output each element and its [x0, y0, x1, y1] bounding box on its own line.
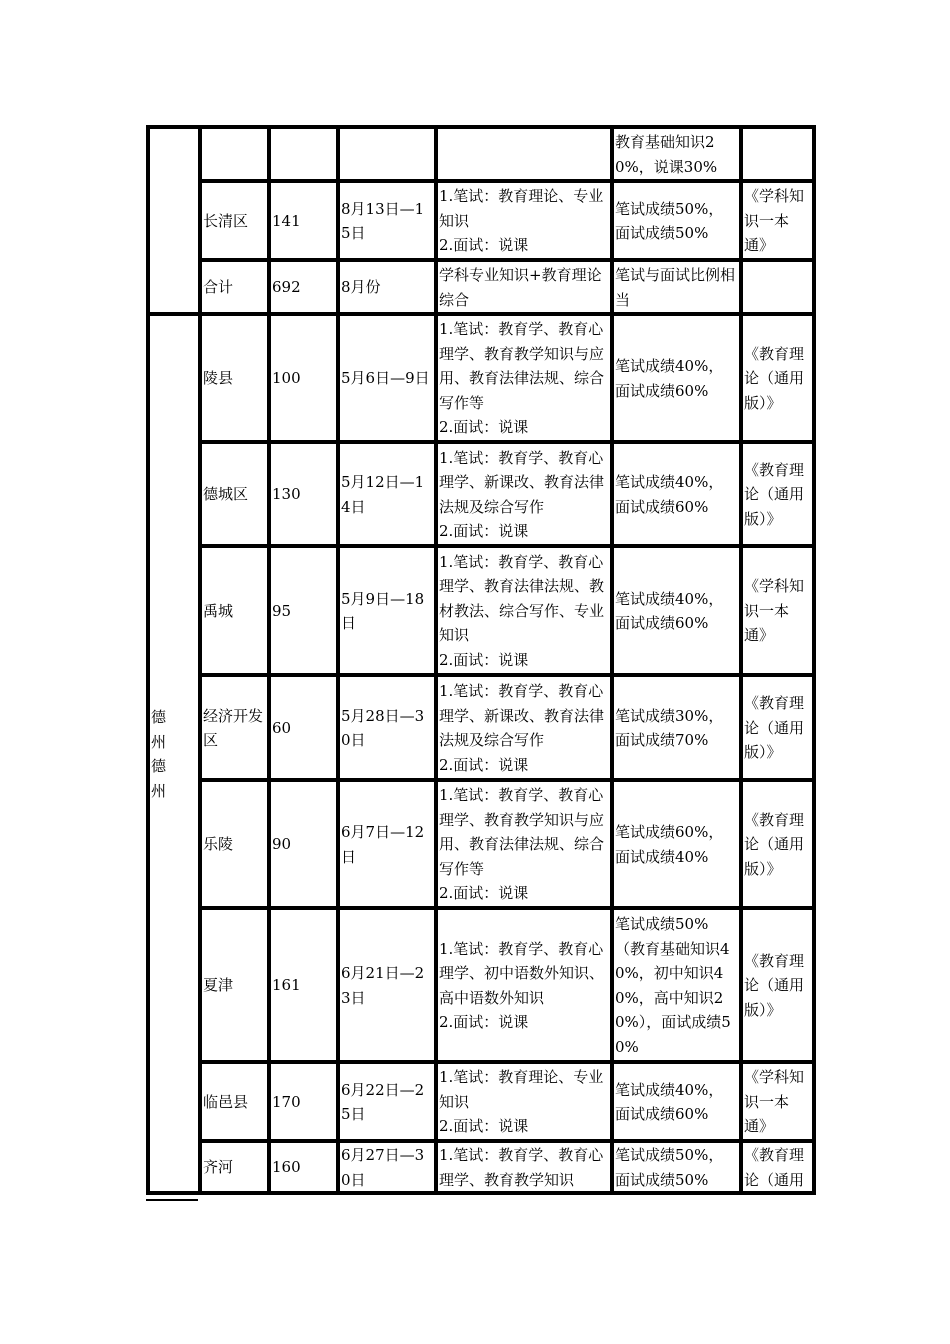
- count-cell: 160: [269, 1141, 338, 1193]
- table-row: [148, 260, 814, 314]
- count-cell: 90: [269, 780, 338, 908]
- score-ratio-cell: [612, 780, 741, 908]
- table-row: [148, 314, 814, 442]
- city-cell: [148, 314, 200, 1193]
- exam-content-cell-line: 2.面试：说课: [439, 884, 529, 903]
- score-ratio-cell-line: 教育基础知识20%，说课30%: [615, 133, 718, 176]
- exam-content-cell-line: 2.面试：说课: [439, 1013, 529, 1031]
- exam-content-cell-line: 2.面试：说课: [439, 236, 529, 255]
- exam-content-cell-line: 1.笔试：教育学、教育心理学、新课改、教育法律法规及综合写作: [439, 682, 605, 749]
- reference-book-cell: 《教育理论（通用版）》: [741, 314, 814, 442]
- district-cell: 夏津: [200, 908, 269, 1062]
- city-name: 德州德州: [151, 708, 167, 800]
- exam-content-cell-line: 1.笔试：教育学、教育心理学、教育法律法规、教材教法、综合写作、专业知识: [439, 552, 605, 645]
- city-cell-jinan: [148, 127, 200, 314]
- table-row: [148, 442, 814, 546]
- count-cell: [269, 127, 338, 181]
- score-ratio-cell-line: 笔试与面试比例相当: [615, 266, 736, 309]
- district-cell: 临邑县: [200, 1062, 269, 1141]
- reference-book-cell: 《教育理论（通用版）》: [741, 675, 814, 780]
- reference-book-cell: 《学科知识一本通》: [741, 181, 814, 260]
- score-ratio-cell-line: 笔试成绩40%，面试成绩60%: [615, 357, 724, 400]
- bottom-border-line: [146, 1199, 198, 1201]
- district-cell: 德城区: [200, 442, 269, 546]
- district-cell: 禹城: [200, 546, 269, 675]
- exam-content-cell-line: 1.笔试：教育学、教育心理学、教育教学知识与应用、教育法律法规、综合写作等: [439, 320, 605, 412]
- score-ratio-cell-line: 笔试成绩40%，面试成绩60%: [615, 473, 724, 516]
- exam-content-cell: [436, 908, 612, 1062]
- score-ratio-cell: [612, 546, 741, 675]
- count-cell: 60: [269, 675, 338, 780]
- date-cell: 5月9日—18日: [338, 546, 436, 675]
- table-row: [148, 1141, 814, 1193]
- district-cell: [200, 127, 269, 181]
- count-cell: 141: [269, 181, 338, 260]
- district-cell: 齐河: [200, 1141, 269, 1193]
- table-row: [148, 780, 814, 908]
- score-ratio-cell-line: 笔试成绩50%（教育基础知识40%，初中知识40%，高中知识20%），面试成绩50%: [615, 915, 731, 1056]
- table-row: [148, 675, 814, 780]
- table-row: [148, 127, 814, 181]
- score-ratio-cell: [612, 908, 741, 1062]
- district-cell: 乐陵: [200, 780, 269, 908]
- count-cell: 692: [269, 260, 338, 314]
- exam-content-cell: [436, 546, 612, 675]
- score-ratio-cell: [612, 181, 741, 260]
- exam-content-cell-line: 2.面试：说课: [439, 418, 529, 437]
- district-cell: 合计: [200, 260, 269, 314]
- exam-content-cell-line: 2.面试：说课: [439, 755, 529, 774]
- reference-book-cell: 《教育理论（通用版）》: [741, 780, 814, 908]
- table-row: [148, 1062, 814, 1141]
- score-ratio-cell-line: 笔试成绩40%，面试成绩60%: [615, 589, 724, 632]
- score-ratio-cell: [612, 675, 741, 780]
- score-ratio-cell-line: 笔试成绩60%，面试成绩40%: [615, 823, 724, 866]
- date-cell: 6月27日—30日: [338, 1141, 436, 1193]
- exam-content-cell-line: 1.笔试：教育理论、专业知识: [439, 1068, 604, 1111]
- exam-content-cell: [436, 127, 612, 181]
- reference-book-cell: 《教育理论（通用版）》: [741, 908, 814, 1062]
- district-cell: 长清区: [200, 181, 269, 260]
- date-cell: 5月28日—30日: [338, 675, 436, 780]
- exam-content-cell: [436, 1062, 612, 1141]
- recruitment-table: [146, 125, 816, 1195]
- exam-content-cell: [436, 1141, 612, 1193]
- reference-book-cell: 《教育理论（通用版）》: [741, 442, 814, 546]
- table-body: [148, 127, 814, 1193]
- count-cell: 100: [269, 314, 338, 442]
- exam-content-cell-line: 2.面试：说课: [439, 1117, 529, 1136]
- score-ratio-cell-line: 笔试成绩40%，面试成绩60%: [615, 1080, 724, 1123]
- count-cell: 170: [269, 1062, 338, 1141]
- exam-content-cell-line: 1.笔试：教育理论、专业知识: [439, 187, 604, 230]
- exam-content-cell: [436, 314, 612, 442]
- exam-content-cell: [436, 442, 612, 546]
- reference-book-cell: 《学科知识一本通》: [741, 546, 814, 675]
- date-cell: 8月13日—15日: [338, 181, 436, 260]
- date-cell: 5月12日—14日: [338, 442, 436, 546]
- date-cell: 8月份: [338, 260, 436, 314]
- exam-content-cell-line: 1.笔试：教育学、教育心理学、教育教学知识与应用、教育法律法规、综合写作等: [439, 786, 605, 878]
- score-ratio-cell-line: 笔试成绩50%，面试成绩50%: [615, 1146, 724, 1189]
- district-cell: 陵县: [200, 314, 269, 442]
- exam-content-cell: [436, 675, 612, 780]
- count-cell: 161: [269, 908, 338, 1062]
- date-cell: [338, 127, 436, 181]
- score-ratio-cell: [612, 260, 741, 314]
- date-cell: 6月7日—12日: [338, 780, 436, 908]
- exam-content-cell-line: 1.笔试：教育学、教育心理学、教育教学知识: [439, 1146, 604, 1189]
- date-cell: 5月6日—9日: [338, 314, 436, 442]
- date-cell: 6月21日—23日: [338, 908, 436, 1062]
- exam-content-cell: [436, 260, 612, 314]
- score-ratio-cell: [612, 127, 741, 181]
- score-ratio-cell: [612, 314, 741, 442]
- reference-book-cell: 《学科知识一本通》: [741, 1062, 814, 1141]
- exam-content-cell: [436, 181, 612, 260]
- exam-content-cell-line: 2.面试：说课: [439, 522, 529, 540]
- table-row: [148, 181, 814, 260]
- reference-book-cell: 《教育理论（通用: [741, 1141, 814, 1193]
- reference-book-cell: [741, 127, 814, 181]
- count-cell: 95: [269, 546, 338, 675]
- table-row: [148, 546, 814, 675]
- count-cell: 130: [269, 442, 338, 546]
- score-ratio-cell: [612, 442, 741, 546]
- score-ratio-cell-line: 笔试成绩50%，面试成绩50%: [615, 199, 724, 242]
- score-ratio-cell: [612, 1062, 741, 1141]
- exam-content-cell-line: 1.笔试：教育学、教育心理学、新课改、教育法律法规及综合写作: [439, 448, 605, 516]
- score-ratio-cell: [612, 1141, 741, 1193]
- exam-content-cell: [436, 780, 612, 908]
- exam-content-cell-line: 1.笔试：教育学、教育心理学、初中语数外知识、高中语数外知识: [439, 939, 605, 1007]
- exam-content-cell-line: 2.面试：说课: [439, 650, 529, 669]
- district-cell: 经济开发区: [200, 675, 269, 780]
- exam-content-cell-line: 学科专业知识+教育理论综合: [439, 266, 602, 309]
- score-ratio-cell-line: 笔试成绩30%，面试成绩70%: [615, 706, 724, 749]
- table-row: [148, 908, 814, 1062]
- date-cell: 6月22日—25日: [338, 1062, 436, 1141]
- reference-book-cell: [741, 260, 814, 314]
